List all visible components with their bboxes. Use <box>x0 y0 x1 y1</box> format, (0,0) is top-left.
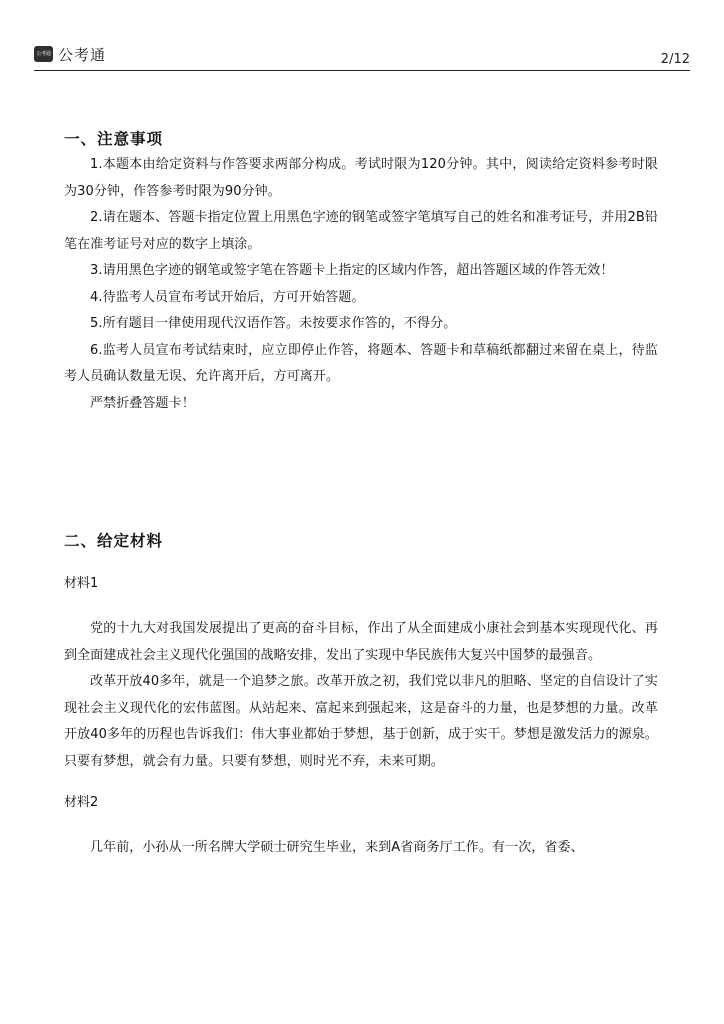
material-1-body <box>64 616 658 775</box>
logo <box>34 44 106 64</box>
section-title-materials: 二、给定材料 <box>64 531 164 550</box>
material-paragraph: 党的十九大对我国发展提出了更高的奋斗目标，作出了从全面建成小康社会到基本实现现代化、再到全面建成社会主义现代化强国的战略安排，发出了实现中华民族伟大复兴中国梦的最强音。 <box>64 621 658 663</box>
notice-item: 2.请在题本、答题卡指定位置上用黑色字迹的钢笔或签字笔填写自己的姓名和准考证号，并用2B铅笔在准考证号对应的数字上填涂。 <box>64 210 658 252</box>
notice-item: 4.待监考人员宣布考试开始后，方可开始答题。 <box>90 289 365 305</box>
notice-list <box>64 152 658 417</box>
logo-badge-icon: 公考通 <box>34 46 53 62</box>
material-paragraph: 几年前，小孙从一所名牌大学硕士研究生毕业，来到A省商务厅工作。有一次，省委、 <box>90 840 584 855</box>
material-paragraph: 改革开放40多年，就是一个追梦之旅。改革开放之初，我们党以非凡的胆略、坚定的自信设计了实现社会主义现代化的宏伟蓝图。从站起来、富起来到强起来，这是奋斗的力量，也是梦想的力量。改革开放40多年的历程也告诉我们：伟大事业都始于梦想，基于创新，成于实干。梦想是激发活力的源泉。只要有梦想，就会有力量。只要有梦想，则时光不弃，未来可期。 <box>64 674 658 769</box>
logo-text: 公考通 <box>58 45 107 64</box>
page-content <box>64 128 658 862</box>
section-title-notice: 一、注意事项 <box>64 129 164 148</box>
notice-item: 6.监考人员宣布考试结束时，应立即停止作答，将题本、答题卡和草稿纸都翻过来留在桌上，待监考人员确认数量无误、允许离开后，方可离开。 <box>64 342 658 384</box>
notice-item: 严禁折叠答题卡！ <box>90 395 195 411</box>
page-header <box>34 44 690 71</box>
page-number: 2/12 <box>660 52 690 67</box>
notice-item: 3.请用黑色字迹的钢笔或签字笔在答题卡上指定的区域内作答，超出答题区域的作答无效！ <box>90 263 614 278</box>
notice-item: 5.所有题目一律使用现代汉语作答。未按要求作答的，不得分。 <box>90 316 457 331</box>
material-2-label: 材料2 <box>64 795 99 810</box>
notice-item: 1.本题本由给定资料与作答要求两部分构成。考试时限为120分钟。其中，阅读给定资料参考时限为30分钟，作答参考时限为90分钟。 <box>64 157 658 199</box>
material-1-label: 材料1 <box>64 576 99 591</box>
material-2-body <box>64 835 658 862</box>
